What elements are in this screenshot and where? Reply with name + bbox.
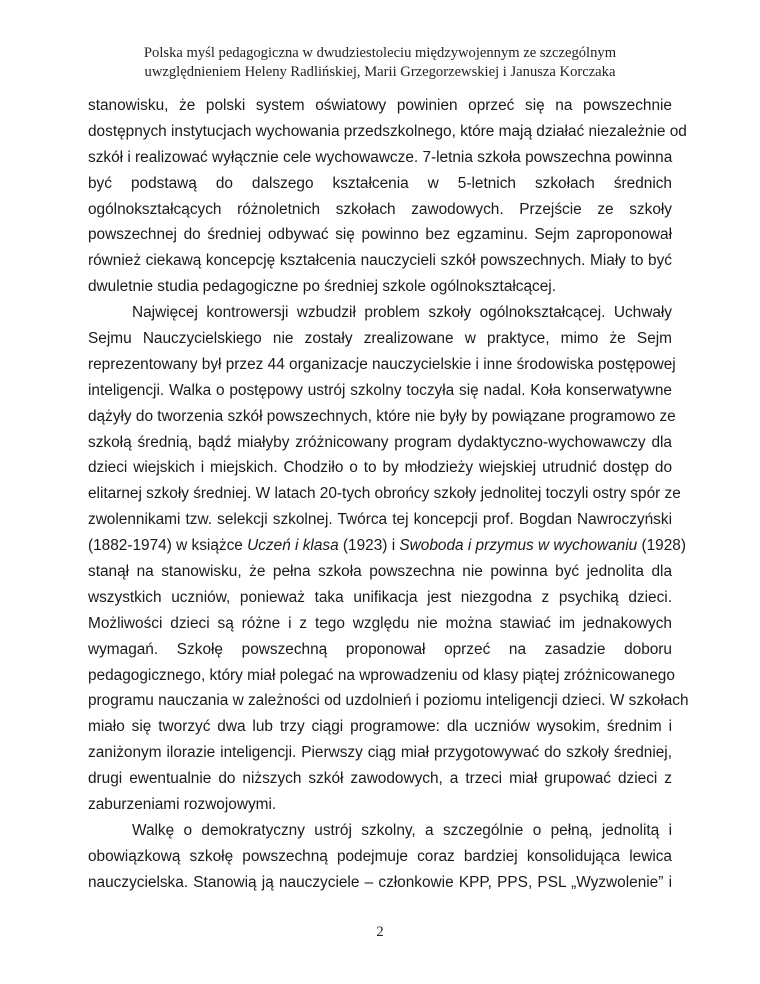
text-line: być podstawą do dalszego kształcenia w 5-letnich szkołach średnich bbox=[88, 174, 672, 192]
text-line: reprezentowany był przez 44 organizacje nauczycielskie i inne środowiska postępowej bbox=[88, 355, 676, 373]
text-line: obowiązkową szkołę powszechną podejmuje coraz bardziej konsolidująca lewica bbox=[88, 847, 672, 865]
header-line-1: Polska myśl pedagogiczna w dwudziestoleciu międzywojennym ze szczególnym bbox=[143, 45, 617, 61]
running-header bbox=[88, 44, 672, 82]
text-line: elitarnej szkoły średniej. W latach 20-tych obrońcy szkoły jednolitej toczyli ostry spór ze bbox=[88, 485, 681, 503]
text-line-with-book-titles bbox=[88, 533, 686, 559]
text-line: również ciekawą koncepcję kształcenia nauczycieli szkół powszechnych. Miały to być bbox=[88, 252, 672, 270]
text-line: Walkę o demokratyczny ustrój szkolny, a szczególnie o pełną, jednolitą i bbox=[132, 821, 672, 839]
book-title-2: Swoboda i przymus w wychowaniu bbox=[399, 537, 638, 555]
body-text bbox=[88, 93, 689, 896]
text-line: programu nauczania w zależności od uzdolnień i poziomu inteligencji dzieci. W szkołach bbox=[88, 692, 689, 710]
text-line: dążyły do tworzenia szkół powszechnych, które nie były by powiązane programowo ze bbox=[88, 407, 676, 425]
text-line: Najwięcej kontrowersji wzbudził problem szkoły ogólnokształcącej. Uchwały bbox=[132, 304, 672, 322]
text-line: zaburzeniami rozwojowymi. bbox=[88, 796, 277, 814]
paragraph-3 bbox=[88, 818, 672, 896]
header-line-2: uwzględnieniem Heleny Radlińskiej, Marii Grzegorzewskiej i Janusza Korczaka bbox=[144, 64, 616, 80]
text-fragment: (1882-1974) w książce bbox=[88, 537, 248, 555]
text-line: stanął na stanowisku, że pełna szkoła powszechna nie powinna być jednolita dla bbox=[88, 563, 672, 581]
text-line: drugi ewentualnie do niższych szkół zawodowych, a trzeci miał grupować dzieci z bbox=[88, 770, 672, 788]
paragraph-1 bbox=[88, 93, 687, 300]
paragraph-2 bbox=[88, 300, 689, 818]
text-line: wymagań. Szkołę powszechną proponował oprzeć na zasadzie doboru bbox=[88, 640, 672, 658]
text-line: dzieci wiejskich i miejskich. Chodziło o to by młodzieży wiejskiej utrudnić dostęp do bbox=[88, 459, 672, 477]
text-line: zwolennikami tzw. selekcji szkolnej. Twórca tej koncepcji prof. Bogdan Nawroczyński bbox=[88, 511, 672, 529]
text-line: dwuletnie studia pedagogiczne po średniej szkole ogólnokształcącej. bbox=[88, 278, 557, 296]
text-fragment: (1923) i bbox=[338, 537, 400, 555]
text-line: Sejmu Nauczycielskiego nie zostały zrealizowane w praktyce, mimo że Sejm bbox=[88, 330, 672, 348]
text-line: pedagogicznego, który miał polegać na wprowadzeniu od klasy piątej zróżnicowanego bbox=[88, 666, 675, 684]
text-line: powszechnej do średniej odbywać się powinno bez egzaminu. Sejm zaproponował bbox=[88, 226, 672, 244]
text-line: inteligencji. Walka o postępowy ustrój szkolny toczyła się nadal. Koła konserwatywne bbox=[88, 381, 672, 399]
text-fragment: (1928) bbox=[637, 537, 686, 555]
text-line: miało się tworzyć dwa lub trzy ciągi programowe: dla uczniów wysokim, średnim i bbox=[88, 718, 672, 736]
text-line: Możliwości dzieci są różne i z tego względu nie można stawiać im jednakowych bbox=[88, 614, 672, 632]
text-line: ogólnokształcących różnoletnich szkołach zawodowych. Przejście ze szkoły bbox=[88, 200, 672, 218]
book-title-1: Uczeń i klasa bbox=[247, 537, 339, 555]
text-line: wszystkich uczniów, ponieważ taka unifikacja jest niezgodna z psychiką dzieci. bbox=[88, 588, 672, 606]
text-line: nauczycielska. Stanowią ją nauczyciele – członkowie KPP, PPS, PSL „Wyzwolenie” i bbox=[88, 873, 672, 891]
text-line: stanowisku, że polski system oświatowy powinien oprzeć się na powszechnie bbox=[88, 97, 672, 114]
page-number: 2 bbox=[376, 924, 384, 940]
text-line: dostępnych instytucjach wychowania przedszkolnego, które mają działać niezależnie od bbox=[88, 122, 687, 140]
text-line: zaniżonym ilorazie inteligencji. Pierwszy ciąg miał przygotowywać do szkoły średniej, bbox=[88, 744, 672, 762]
text-line: szkół i realizować wyłącznie cele wychowawcze. 7-letnia szkoła powszechna powinna bbox=[88, 148, 673, 166]
text-line: szkołą średnią, bądź miałyby zróżnicowany program dydaktyczno-wychowawczy dla bbox=[88, 433, 672, 451]
